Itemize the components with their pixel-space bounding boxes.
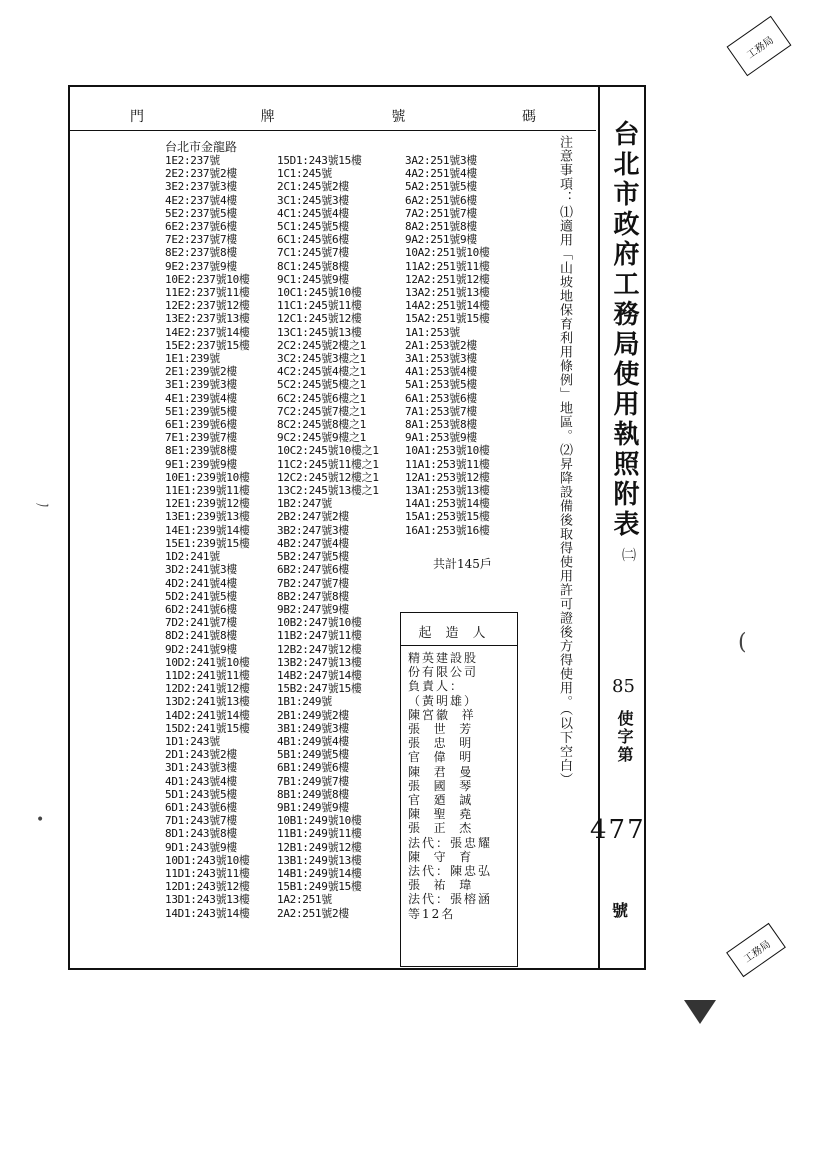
address-entry: 10D2:241號10樓 [165,655,250,669]
applicant-line: 陳 聖 堯 [408,807,474,822]
applicant-line: 張 忠 明 [408,736,474,751]
applicant-line: 等12名 [408,906,456,921]
address-entry: 8D1:243號8樓 [165,827,237,841]
license-hao: 號 [612,901,629,920]
address-entry: 7A1:253號7樓 [405,404,477,418]
address-entry: 14A2:251號14樓 [405,299,490,313]
address-entry: 7B2:247號7樓 [277,576,349,590]
total-households: 共計145戶 [433,557,492,571]
address-entry: 9E2:237號9樓 [165,259,237,273]
address-column-1 [165,154,250,920]
address-entry: 8C2:245號8樓之1 [277,418,367,432]
address-entry: 5A1:253號5樓 [405,378,477,392]
address-entry: 5E2:237號5樓 [165,206,237,220]
applicant-line: 法代：陳忠弘 [408,864,493,879]
address-entry: 15E2:237號15樓 [165,338,250,352]
address-entry: 1D1:243號 [165,734,220,748]
address-entry: 13B1:249號13樓 [277,853,362,867]
address-entry: 10E1:239號10樓 [165,470,250,484]
license-year: 85 [612,676,635,697]
address-entry: 6D2:241號6樓 [165,602,237,616]
address-entry: 2A2:251號2樓 [277,906,349,920]
applicant-line: 陳 君 曼 [408,764,474,779]
address-entry: 4C1:245號4樓 [277,206,349,220]
address-entry: 4A1:253號4樓 [405,365,477,379]
address-entry: 14E1:239號14樓 [165,523,250,537]
address-entry: 11A1:253號11樓 [405,457,490,471]
address-entry: 6C1:245號6樓 [277,233,349,247]
address-entry: 10A2:251號10樓 [405,246,490,260]
address-entry: 12A1:253號12樓 [405,470,490,484]
street-name: 台北市金龍路 [165,140,238,154]
address-column-2 [277,154,379,920]
address-entry: 2B2:247號2樓 [277,510,349,524]
address-entry: 8C1:245號8樓 [277,259,349,273]
scan-arc-icon: ( [738,630,747,655]
applicant-line: 陳宮徽 祥 [408,707,476,722]
address-entry: 15D2:241號15樓 [165,721,250,735]
address-entry: 5E1:239號5樓 [165,404,237,418]
applicant-line: 法代：張榕涵 [408,892,493,907]
applicant-line: 負責人： [408,679,465,694]
document-title: 台北市政府工務局使用執照附表 [609,120,639,540]
address-entry: 2B1:249號2樓 [277,708,349,722]
address-entry: 5D2:241號5樓 [165,589,237,603]
address-entry: 13C1:245號13樓 [277,325,362,339]
address-entry: 7C2:245號7樓之1 [277,404,367,418]
address-entry: 15E1:239號15樓 [165,536,250,550]
address-entry: 2E1:239號2樓 [165,365,237,379]
address-entry: 7A2:251號7樓 [405,206,477,220]
address-entry: 12D1:243號12樓 [165,880,250,894]
address-entry: 9C2:245號9樓之1 [277,431,367,445]
address-entry: 7C1:245號7樓 [277,246,349,260]
address-entry: 13A1:253號13樓 [405,484,490,498]
address-entry: 4D2:241號4樓 [165,576,237,590]
address-entry: 3D1:243號3樓 [165,761,237,775]
applicant-line: 張 正 杰 [408,821,474,836]
address-entry: 12B1:249號12樓 [277,840,362,854]
address-entry: 15D1:243號15樓 [277,154,362,167]
address-entry: 11E2:237號11樓 [165,286,250,300]
address-entry: 7E1:239號7樓 [165,431,237,445]
address-entry: 3E2:237號3樓 [165,180,237,194]
address-entry: 11D1:243號11樓 [165,866,250,880]
applicant-line: 份有限公司 [408,665,479,680]
address-entry: 10E2:237號10樓 [165,272,250,286]
address-entry: 10B2:247號10樓 [277,616,362,630]
address-entry: 12E1:239號12樓 [165,497,250,511]
address-entry: 10D1:243號10樓 [165,853,250,867]
address-entry: 14B2:247號14樓 [277,668,362,682]
address-entry: 3E1:239號3樓 [165,378,237,392]
address-entry: 1A2:251號 [277,893,332,907]
scan-mark-icon: ノ [31,495,53,516]
address-entry: 11A2:251號11樓 [405,259,490,273]
applicant-list [408,651,492,921]
address-entry: 8E1:239號8樓 [165,444,237,458]
address-entry: 11C2:245號11樓之1 [277,457,379,471]
applicant-line: 法代：張忠耀 [408,835,493,850]
address-entry: 3B1:249號3樓 [277,721,349,735]
address-entry: 9A1:253號9樓 [405,431,477,445]
address-entry: 1B2:247號 [277,497,332,511]
header-col: 門 [130,108,144,125]
address-entry: 2E2:237號2樓 [165,167,237,181]
address-entry: 4B2:247號4樓 [277,536,349,550]
address-entry: 13B2:247號13樓 [277,655,362,669]
address-entry: 4E1:239號4樓 [165,391,237,405]
address-entry: 4D1:243號4樓 [165,774,237,788]
address-entry: 15B2:247號15樓 [277,682,362,696]
address-entry: 12B2:247號12樓 [277,642,362,656]
address-entry: 11B2:247號11樓 [277,629,362,643]
header-col: 碼 [521,108,536,125]
address-entry: 9A2:251號9樓 [405,233,477,247]
address-entry: 13E1:239號13樓 [165,510,250,524]
table-header [70,101,596,131]
address-entry: 11C1:245號11樓 [277,299,362,313]
address-entry: 2A1:253號2樓 [405,338,477,352]
address-entry: 15B1:249號15樓 [277,880,362,894]
address-entry: 8B1:249號8樓 [277,787,349,801]
address-entry: 12A2:251號12樓 [405,272,490,286]
address-entry: 12C1:245號12樓 [277,312,362,326]
address-entry: 4B1:249號4樓 [277,734,349,748]
address-entry: 4A2:251號4樓 [405,167,477,181]
address-entry: 15A2:251號15樓 [405,312,490,326]
address-entry: 3D2:241號3樓 [165,563,237,577]
address-entry: 6A2:251號6樓 [405,193,477,207]
address-entry: 6C2:245號6樓之1 [277,391,367,405]
address-entry: 16A1:253號16樓 [405,523,490,537]
address-entry: 8B2:247號8樓 [277,589,349,603]
applicant-line: 陳 守 育 [408,849,474,864]
address-entry: 4C2:245號4樓之1 [277,365,367,379]
address-entry: 12E2:237號12樓 [165,299,250,313]
address-entry: 1D2:241號 [165,550,220,564]
license-number: 477 [590,815,646,845]
address-entry: 1C1:245號 [277,167,332,181]
address-entry: 13C2:245號13樓之1 [277,484,379,498]
address-entry: 13E2:237號13樓 [165,312,250,326]
address-entry: 9D1:243號9樓 [165,840,237,854]
address-entry: 11B1:249號11樓 [277,827,362,841]
address-entry: 1E2:237號 [165,154,220,167]
address-entry: 4E2:237號4樓 [165,193,237,207]
address-entry: 8E2:237號8樓 [165,246,237,260]
address-entry: 10A1:253號10樓 [405,444,490,458]
address-entry: 5C1:245號5樓 [277,220,349,234]
address-entry: 11E1:239號11樓 [165,484,250,498]
address-entry: 10B1:249號10樓 [277,814,362,828]
applicant-line: 官 廼 誠 [408,793,474,808]
stamp-icon: 工務局 [726,923,786,977]
address-entry: 9D2:241號9樓 [165,642,237,656]
title-suffix: ㈡ [622,548,636,564]
applicant-line: 張 祐 瑋 [408,878,474,893]
address-entry: 6A1:253號6樓 [405,391,477,405]
address-entry: 9E1:239號9樓 [165,457,237,471]
address-entry: 14D2:241號14樓 [165,708,250,722]
address-entry: 7D1:243號7樓 [165,814,237,828]
address-entry: 7B1:249號7樓 [277,774,349,788]
address-column-3 [405,154,490,537]
address-entry: 14B1:249號14樓 [277,866,362,880]
address-entry: 12C2:245號12樓之1 [277,470,379,484]
address-entry: 1A1:253號 [405,325,460,339]
address-entry: 14E2:237號14樓 [165,325,250,339]
address-entry: 3C1:245號3樓 [277,193,349,207]
notes: 注意事項：⑴適用「山坡地保育利用條例」地區。⑵昇降設備後取得使用許可證後方得使用。（以下空白） [557,135,572,787]
address-entry: 10C1:245號10樓 [277,286,362,300]
address-entry: 2C1:245號2樓 [277,180,349,194]
scan-dot-icon: • [36,812,45,828]
address-entry: 5C2:245號5樓之1 [277,378,367,392]
address-entry: 5A2:251號5樓 [405,180,477,194]
address-entry: 6B1:249號6樓 [277,761,349,775]
address-entry: 6E2:237號6樓 [165,220,237,234]
address-entry: 2D1:243號2樓 [165,748,237,762]
address-entry: 5B1:249號5樓 [277,748,349,762]
applicant-line: （黃明雄） [408,693,479,708]
applicant-line: 精英建設股 [408,651,479,665]
applicant-line: 張 世 芳 [408,722,474,737]
applicant-line: 官 偉 明 [408,750,474,765]
address-entry: 11D2:241號11樓 [165,668,250,682]
address-entry: 12D2:241號12樓 [165,682,250,696]
applicant-separator [400,645,518,646]
address-entry: 8D2:241號8樓 [165,629,237,643]
header-col: 號 [391,108,406,125]
applicant-line: 張 國 琴 [408,778,474,793]
address-entry: 5B2:247號5樓 [277,550,349,564]
triangle-mark-icon [684,1000,716,1024]
address-entry: 3A2:251號3樓 [405,154,477,167]
address-entry: 3B2:247號3樓 [277,523,349,537]
address-entry: 3C2:245號3樓之1 [277,352,367,366]
address-entry: 2C2:245號2樓之1 [277,338,367,352]
address-entry: 15A1:253號15樓 [405,510,490,524]
address-entry: 6B2:247號6樓 [277,563,349,577]
address-entry: 13A2:251號13樓 [405,286,490,300]
address-entry: 10C2:245號10樓之1 [277,444,379,458]
address-entry: 8A1:253號8樓 [405,418,477,432]
address-entry: 6E1:239號6樓 [165,418,237,432]
address-entry: 1E1:239號 [165,352,220,366]
address-entry: 14D1:243號14樓 [165,906,250,920]
address-entry: 7E2:237號7樓 [165,233,237,247]
license-zi: 使字第 [615,710,634,764]
applicant-title: 起造人 [418,626,500,641]
address-entry: 14A1:253號14樓 [405,497,490,511]
address-entry: 8A2:251號8樓 [405,220,477,234]
address-entry: 13D1:243號13樓 [165,893,250,907]
stamp-icon: 工務局 [727,16,792,76]
address-entry: 9B1:249號9樓 [277,800,349,814]
address-entry: 13D2:241號13樓 [165,695,250,709]
address-entry: 5D1:243號5樓 [165,787,237,801]
address-entry: 1B1:249號 [277,695,332,709]
address-entry: 3A1:253號3樓 [405,352,477,366]
address-entry: 9B2:247號9樓 [277,602,349,616]
address-entry: 9C1:245號9樓 [277,272,349,286]
header-col: 牌 [260,108,275,125]
address-entry: 6D1:243號6樓 [165,800,237,814]
address-entry: 7D2:241號7樓 [165,616,237,630]
